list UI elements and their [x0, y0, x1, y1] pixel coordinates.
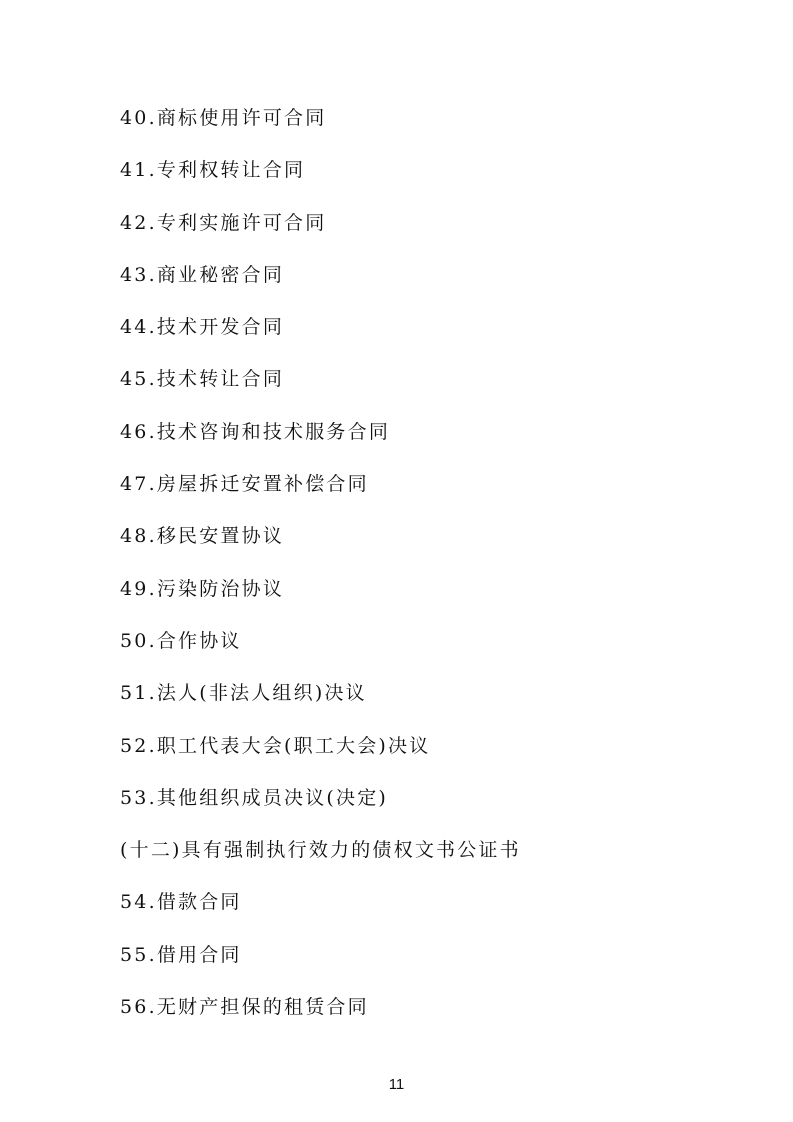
- contract-type-list: [120, 103, 521, 1044]
- section-heading: (十二)具有强制执行效力的债权文书公证书: [120, 839, 521, 862]
- list-item: 43.商业秘密合同: [120, 263, 285, 286]
- list-item: 46.技术咨询和技术服务合同: [120, 420, 391, 443]
- list-item: 47.房屋拆迁安置补偿合同: [120, 473, 369, 496]
- list-item: 49.污染防治协议: [120, 577, 285, 600]
- list-item: 56.无财产担保的租赁合同: [120, 996, 369, 1019]
- list-item: 55.借用合同: [120, 943, 242, 966]
- list-item: 45.技术转让合同: [120, 368, 285, 391]
- list-item: 51.法人(非法人组织)决议: [120, 682, 367, 705]
- list-item: 44.技术开发合同: [120, 316, 285, 339]
- list-item: 42.专利实施许可合同: [120, 211, 327, 234]
- list-item: 40.商标使用许可合同: [120, 107, 327, 129]
- list-item: 41.专利权转让合同: [120, 159, 306, 182]
- list-item: 52.职工代表大会(职工大会)决议: [120, 734, 431, 757]
- list-item: 53.其他组织成员决议(决定): [120, 786, 389, 809]
- page-number: 11: [388, 1076, 405, 1093]
- list-item: 50.合作协议: [120, 629, 242, 652]
- list-item: 54.借款合同: [120, 891, 242, 914]
- list-item: 48.移民安置协议: [120, 525, 285, 548]
